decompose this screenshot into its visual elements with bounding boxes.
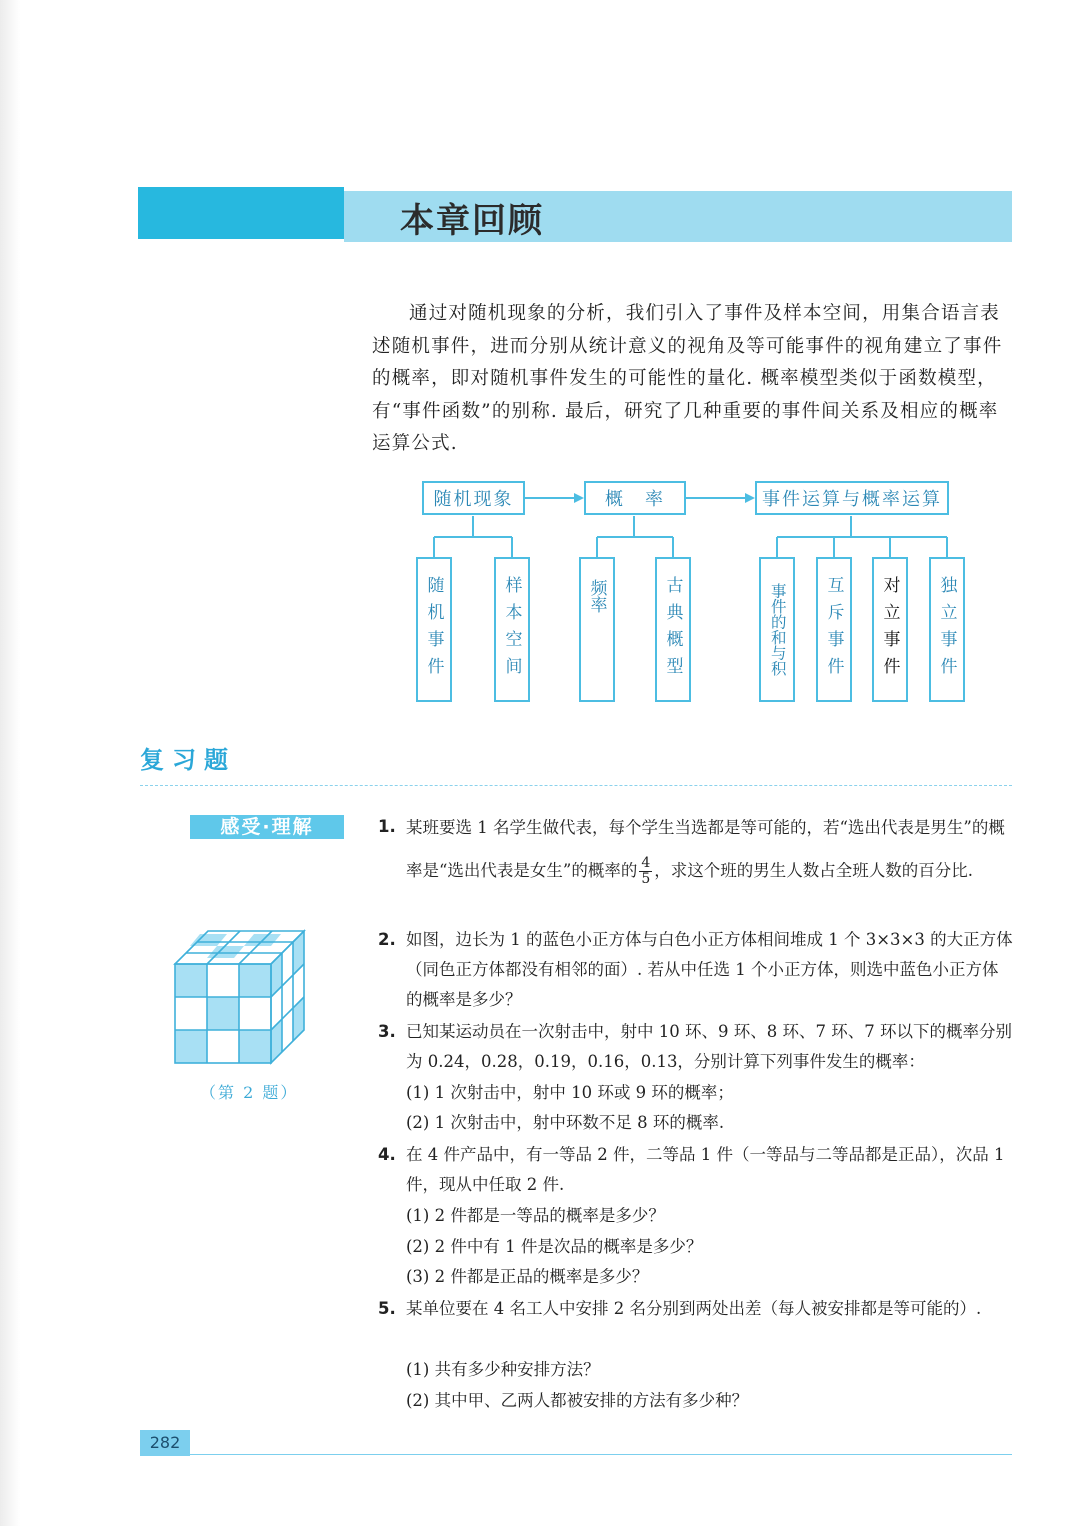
cube-caption: （第 2 题）: [200, 1083, 299, 1102]
diagram-node-probability: 概 率: [584, 481, 686, 515]
question-text: 某单位要在 4 名工人中安排 2 名分别到两处出差（每人被安排都是等可能的）.: [406, 1299, 982, 1318]
section-divider: [140, 785, 1012, 786]
diagram-node-sample-space: 样本空间: [494, 557, 530, 702]
diagram-node-classical-model: 古典概型: [655, 557, 691, 702]
diagram-node-sum-product: 事件的和与积: [759, 557, 795, 702]
question-text: 在 4 件产品中，有一等品 2 件，二等品 1 件（一等品与二等品都是正品），次品 1 件，现从中任取 2 件.: [406, 1145, 1005, 1194]
question-text: 已知某运动员在一次射击中，射中 10 环、9 环、8 环、7 环、7 环以下的概率分别为 0.24，0.28，0.19，0.16，0.13，分别计算下列事件发生的概率：: [406, 1022, 1012, 1071]
fraction: $\frac{4}{5}$: [641, 855, 651, 887]
question-4-part-2: (2) 2 件中有 1 件是次品的概率是多少？: [406, 1237, 703, 1256]
diagram-node-independent: 独立事件: [929, 557, 965, 702]
question-text: 某班要选 1 名学生做代表，每个学生当选都是等可能的，若“选出代表是男生”的概率是“选出代表是女生”的概率的: [406, 818, 1005, 880]
question-4: [378, 1140, 1014, 1200]
diagram-node-frequency: 频率: [579, 557, 615, 702]
question-text: ，求这个班的男生人数占全班人数的百分比.: [654, 861, 974, 880]
review-section-title: 复习题: [140, 746, 236, 774]
diagram-node-random-phenomenon: 随机现象: [422, 481, 525, 515]
question-number: 5.: [378, 1299, 396, 1318]
question-number: 1.: [378, 817, 396, 836]
category-tag: 感受·理解: [190, 815, 344, 839]
diagram-node-random-event: 随机事件: [416, 557, 452, 702]
question-5: [378, 1294, 1014, 1324]
question-5-part-1: (1) 共有多少种安排方法？: [406, 1360, 600, 1379]
cube-illustration: [170, 925, 315, 1070]
question-number: 2.: [378, 930, 396, 949]
question-3-part-2: (2) 1 次射击中，射中环数不足 8 环的概率.: [406, 1113, 725, 1132]
diagram-node-event-operations: 事件运算与概率运算: [755, 481, 949, 515]
intro-paragraph: 通过对随机现象的分析，我们引入了事件及样本空间，用集合语言表述随机事件，进而分别从统计意义的视角及等可能事件的视角建立了事件的概率，即对随机事件发生的可能性的量化. 概率模型类似于函数模型，有“事件函数”的别称. 最后，研究了几种重要的事件间关系及相应的概率运算公式.: [372, 303, 1003, 454]
question-1: [378, 812, 1014, 892]
question-number: 3.: [378, 1022, 396, 1041]
page-number: 282: [140, 1430, 190, 1456]
question-3-part-1: (1) 1 次射击中，射中 10 环或 9 环的概率；: [406, 1083, 734, 1102]
question-text: 如图，边长为 1 的蓝色小正方体与白色小正方体相间堆成 1 个 3×3×3 的大正方体（同色正方体都没有相邻的面）. 若从中任选 1 个小正方体，则选中蓝色小正方体的概率是多少？: [406, 930, 1013, 1009]
diagram-node-complementary: 对立事件: [872, 557, 908, 702]
chapter-title: 本章回顾: [400, 201, 544, 241]
question-4-part-3: (3) 2 件都是正品的概率是多少？: [406, 1267, 649, 1286]
question-3: [378, 1017, 1014, 1077]
footer-rule: [190, 1454, 1012, 1455]
question-2: [378, 925, 1014, 1015]
diagram-node-mutually-exclusive: 互斥事件: [816, 557, 852, 702]
diagram-connectors: [0, 0, 1080, 760]
question-4-part-1: (1) 2 件都是一等品的概率是多少？: [406, 1206, 665, 1225]
question-5-part-2: (2) 其中甲、乙两人都被安排的方法有多少种？: [406, 1391, 749, 1410]
question-number: 4.: [378, 1145, 396, 1164]
